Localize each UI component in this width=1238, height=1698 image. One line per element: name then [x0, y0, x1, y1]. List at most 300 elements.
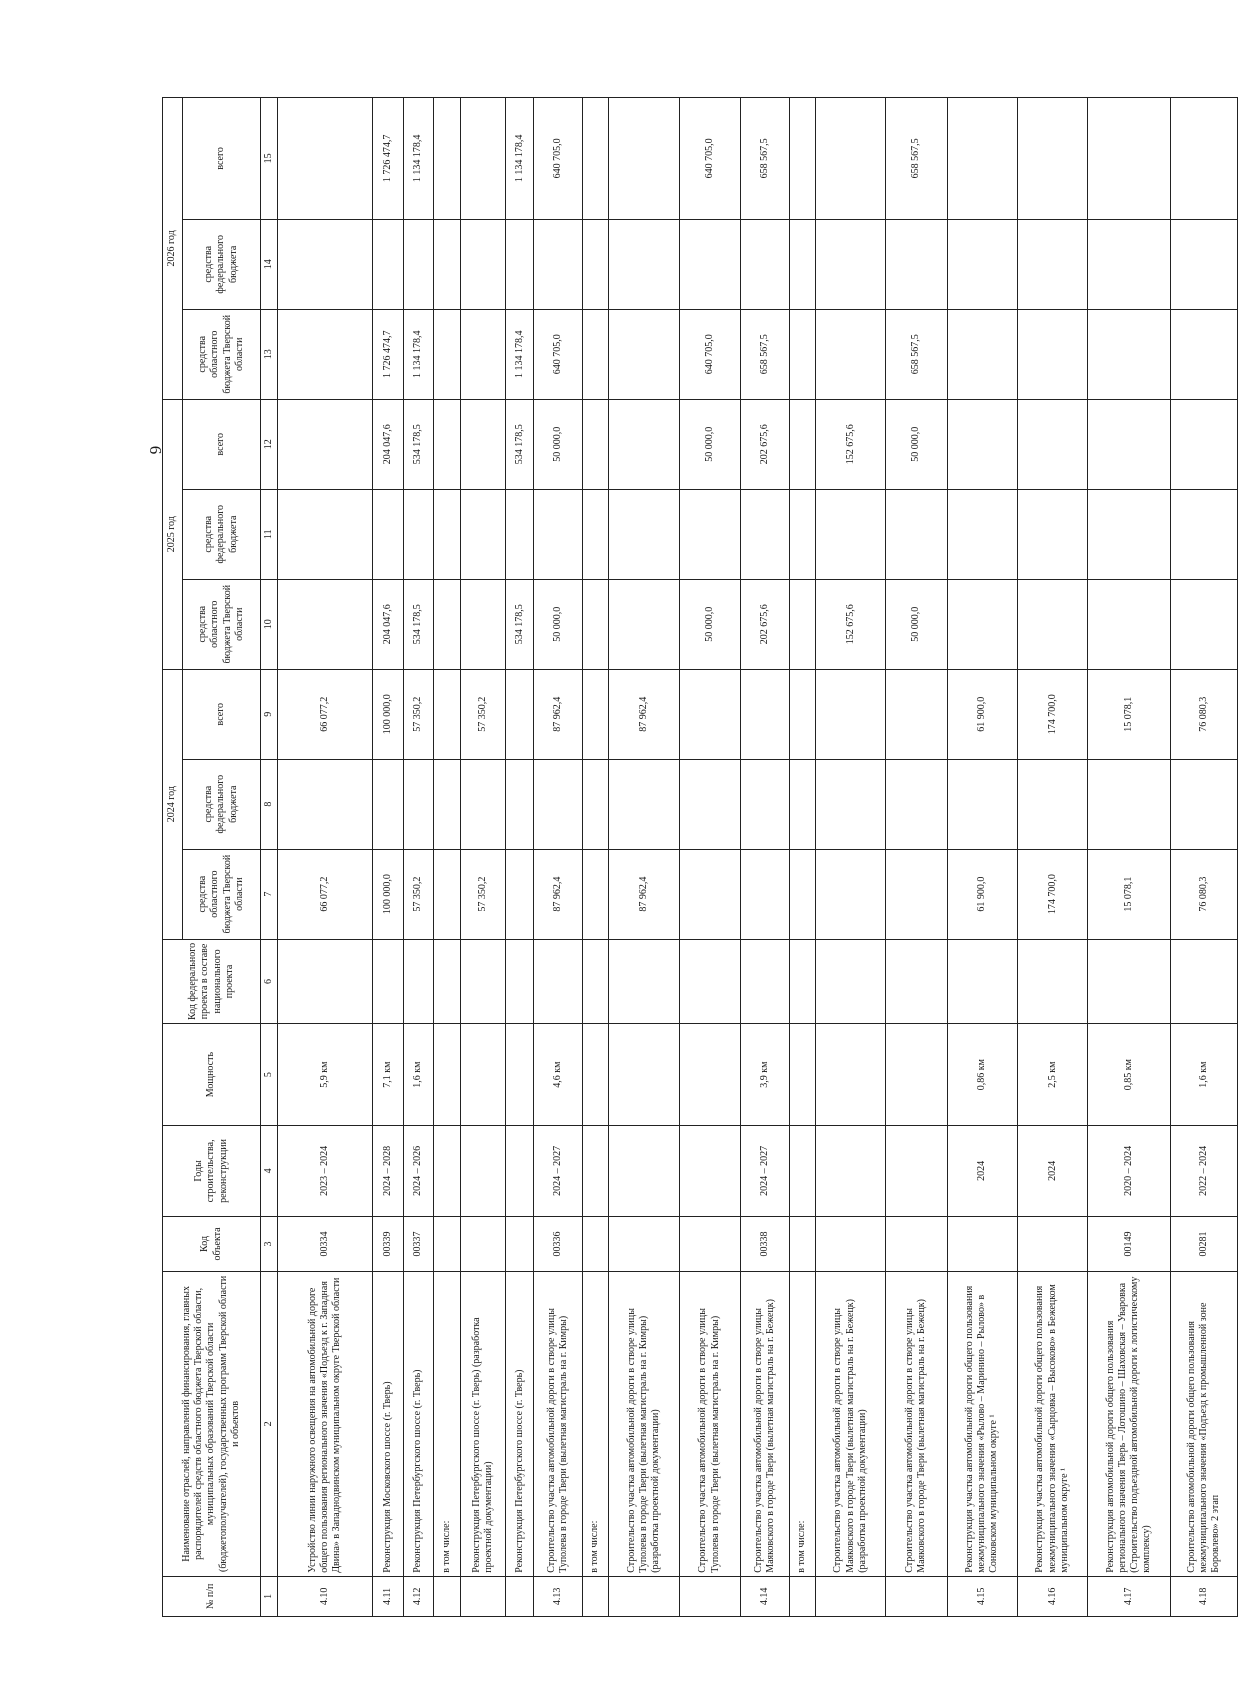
- row-amount: 87 962,4: [609, 849, 679, 939]
- row-capacity: [434, 1024, 460, 1126]
- row-amount: 658 567,5: [740, 98, 789, 220]
- budget-table: [162, 97, 1238, 1617]
- row-amount: [679, 759, 740, 849]
- col-number: 10: [261, 579, 278, 669]
- row-name: Устройство линии наружного освещения на автомобильной дороге общего пользования регионального значения «Подъезд к г. Западная Двина» в Западнодвинском муниципальном округе Тверской области: [278, 1271, 373, 1576]
- row-number: [679, 1576, 740, 1616]
- row-amount: [789, 849, 815, 939]
- row-object-code: 00149: [1088, 1216, 1170, 1271]
- row-amount: 1 726 474,7: [373, 98, 404, 220]
- row-amount: [1017, 579, 1087, 669]
- row-amount: 658 567,5: [740, 309, 789, 399]
- table-row: [506, 98, 534, 1617]
- row-amount: [789, 98, 815, 220]
- row-federal-project-code: [434, 939, 460, 1024]
- row-amount: [460, 579, 506, 669]
- row-object-code: [506, 1216, 534, 1271]
- row-amount: [740, 759, 789, 849]
- row-federal-project-code: [816, 939, 886, 1024]
- row-amount: 534 178,5: [506, 579, 534, 669]
- row-name: Реконструкция автомобильной дороги общего пользования регионального значения Тверь – Лотошино – Шаховская – Уваровка (Строительство подъездной автомобильной дороги к логистическому комплексу): [1088, 1271, 1170, 1576]
- sub-total-2024: всего: [183, 669, 261, 759]
- row-amount: [582, 399, 608, 489]
- row-amount: [434, 669, 460, 759]
- row-amount: 174 700,0: [1017, 849, 1087, 939]
- row-amount: 534 178,5: [506, 399, 534, 489]
- row-amount: [403, 489, 434, 579]
- row-amount: [609, 489, 679, 579]
- row-amount: 87 962,4: [533, 849, 582, 939]
- row-amount: [1088, 309, 1170, 399]
- row-object-code: [1017, 1216, 1087, 1271]
- row-amount: [434, 489, 460, 579]
- row-amount: [460, 489, 506, 579]
- row-years: 2022 – 2024: [1170, 1125, 1237, 1216]
- row-number: [460, 1576, 506, 1616]
- table-body: [278, 98, 1238, 1617]
- row-amount: [789, 489, 815, 579]
- row-amount: [434, 399, 460, 489]
- row-amount: [1017, 219, 1087, 309]
- row-amount: [1170, 219, 1237, 309]
- row-amount: 87 962,4: [609, 669, 679, 759]
- row-federal-project-code: [506, 939, 534, 1024]
- row-object-code: [679, 1216, 740, 1271]
- row-capacity: 0,85 км: [1088, 1024, 1170, 1126]
- header-capacity: Мощность: [163, 1024, 261, 1126]
- row-amount: [886, 849, 947, 939]
- row-amount: [740, 219, 789, 309]
- row-years: 2024: [947, 1125, 1017, 1216]
- row-capacity: 5,9 км: [278, 1024, 373, 1126]
- row-amount: 204 047,6: [373, 399, 404, 489]
- table-row: [789, 98, 815, 1617]
- row-federal-project-code: [1088, 939, 1170, 1024]
- table-row: [1170, 98, 1237, 1617]
- row-amount: 50 000,0: [533, 399, 582, 489]
- row-amount: [679, 669, 740, 759]
- row-amount: [816, 489, 886, 579]
- row-amount: [789, 669, 815, 759]
- row-amount: [816, 219, 886, 309]
- row-federal-project-code: [609, 939, 679, 1024]
- row-capacity: [789, 1024, 815, 1126]
- row-amount: [740, 669, 789, 759]
- header-name: Наименование отраслей, направлений финансирования, главных распорядителей средств областного бюджета Тверской области, муниципальных образований Тверской области (бюджетополучателей), государственных программ Тверской области и объектов: [163, 1271, 261, 1576]
- row-capacity: [506, 1024, 534, 1126]
- row-years: 2024 – 2026: [403, 1125, 434, 1216]
- row-amount: [609, 309, 679, 399]
- row-amount: [679, 219, 740, 309]
- row-years: 2024 – 2027: [740, 1125, 789, 1216]
- row-amount: [947, 759, 1017, 849]
- row-amount: [816, 309, 886, 399]
- row-amount: [533, 489, 582, 579]
- row-amount: 658 567,5: [886, 98, 947, 220]
- table-row: [460, 98, 506, 1617]
- row-amount: [947, 579, 1017, 669]
- sub-federal-2024: средства федерального бюджета: [183, 759, 261, 849]
- row-amount: 534 178,5: [403, 579, 434, 669]
- row-amount: 534 178,5: [403, 399, 434, 489]
- row-years: [609, 1125, 679, 1216]
- table-row: [373, 98, 404, 1617]
- row-name: Строительство участка автомобильной дороги в створе улицы Маяковского в городе Твери (вылетная магистраль на г. Бежецк): [740, 1271, 789, 1576]
- row-name: Строительство участка автомобильной дороги в створе улицы Туполева в городе Твери (вылетная магистраль на г. Кимры): [533, 1271, 582, 1576]
- row-object-code: 00336: [533, 1216, 582, 1271]
- column-numbers-row: [261, 98, 278, 1617]
- row-years: [460, 1125, 506, 1216]
- row-amount: [789, 759, 815, 849]
- table-row: [582, 98, 608, 1617]
- row-amount: [582, 489, 608, 579]
- row-amount: [434, 309, 460, 399]
- row-object-code: [886, 1216, 947, 1271]
- row-amount: [947, 489, 1017, 579]
- row-amount: 15 078,1: [1088, 669, 1170, 759]
- row-capacity: 4,6 км: [533, 1024, 582, 1126]
- row-amount: 202 675,6: [740, 579, 789, 669]
- row-amount: [582, 219, 608, 309]
- row-amount: [506, 489, 534, 579]
- row-number: 4.18: [1170, 1576, 1237, 1616]
- row-amount: 202 675,6: [740, 399, 789, 489]
- row-object-code: 00339: [373, 1216, 404, 1271]
- row-amount: [278, 759, 373, 849]
- row-years: [886, 1125, 947, 1216]
- row-number: [506, 1576, 534, 1616]
- row-amount: [1170, 759, 1237, 849]
- row-amount: [740, 489, 789, 579]
- row-capacity: [460, 1024, 506, 1126]
- row-capacity: 7,1 км: [373, 1024, 404, 1126]
- row-amount: 50 000,0: [533, 579, 582, 669]
- col-number: 1: [261, 1576, 278, 1616]
- row-number: [434, 1576, 460, 1616]
- row-amount: 174 700,0: [1017, 669, 1087, 759]
- row-amount: 1 134 178,4: [403, 98, 434, 220]
- row-number: 4.16: [1017, 1576, 1087, 1616]
- row-amount: [609, 579, 679, 669]
- row-amount: [886, 669, 947, 759]
- row-object-code: [947, 1216, 1017, 1271]
- row-amount: [789, 579, 815, 669]
- row-amount: [609, 98, 679, 220]
- row-amount: [1017, 489, 1087, 579]
- row-amount: 57 350,2: [403, 669, 434, 759]
- row-amount: 100 000,0: [373, 849, 404, 939]
- row-amount: [460, 309, 506, 399]
- row-amount: [403, 759, 434, 849]
- table-row: [679, 98, 740, 1617]
- row-number: [886, 1576, 947, 1616]
- row-federal-project-code: [582, 939, 608, 1024]
- header-fed-code: Код федерального проекта в составе национального проекта: [163, 939, 261, 1024]
- row-amount: 76 080,3: [1170, 849, 1237, 939]
- row-amount: [373, 489, 404, 579]
- row-amount: [609, 759, 679, 849]
- row-capacity: 1,6 км: [403, 1024, 434, 1126]
- row-federal-project-code: [278, 939, 373, 1024]
- row-amount: 658 567,5: [886, 309, 947, 399]
- row-name: Строительство участка автомобильной дороги в створе улицы Маяковского в городе Твери (вылетная магистраль на г. Бежецк) (разработка проектной документации): [816, 1271, 886, 1576]
- row-federal-project-code: [789, 939, 815, 1024]
- row-capacity: [582, 1024, 608, 1126]
- col-number: 15: [261, 98, 278, 220]
- sub-regional-2025: средства областного бюджета Тверской области: [183, 579, 261, 669]
- row-amount: [1088, 759, 1170, 849]
- row-amount: 57 350,2: [460, 669, 506, 759]
- row-name: в том числе:: [789, 1271, 815, 1576]
- col-number: 14: [261, 219, 278, 309]
- row-amount: [1170, 98, 1237, 220]
- row-number: 4.17: [1088, 1576, 1170, 1616]
- row-amount: 66 077,2: [278, 849, 373, 939]
- row-amount: [1088, 98, 1170, 220]
- row-object-code: [789, 1216, 815, 1271]
- row-amount: [1088, 219, 1170, 309]
- row-number: 4.15: [947, 1576, 1017, 1616]
- row-amount: 50 000,0: [886, 579, 947, 669]
- row-amount: [506, 669, 534, 759]
- row-number: [816, 1576, 886, 1616]
- row-amount: 1 134 178,4: [403, 309, 434, 399]
- row-amount: 61 900,0: [947, 849, 1017, 939]
- table-row: [609, 98, 679, 1617]
- table-row: [278, 98, 373, 1617]
- row-amount: 1 134 178,4: [506, 309, 534, 399]
- row-capacity: [679, 1024, 740, 1126]
- row-amount: 57 350,2: [460, 849, 506, 939]
- row-object-code: 00337: [403, 1216, 434, 1271]
- header-year-2024: 2024 год: [163, 669, 183, 939]
- row-amount: [506, 849, 534, 939]
- col-number: 3: [261, 1216, 278, 1271]
- header-years: Годы строительства, реконструкции: [163, 1125, 261, 1216]
- table-row: [886, 98, 947, 1617]
- row-amount: [816, 669, 886, 759]
- row-number: [609, 1576, 679, 1616]
- row-object-code: 00281: [1170, 1216, 1237, 1271]
- row-amount: [789, 399, 815, 489]
- row-amount: [886, 489, 947, 579]
- sub-total-2025: всего: [183, 399, 261, 489]
- row-number: [582, 1576, 608, 1616]
- row-amount: [434, 849, 460, 939]
- row-amount: 640 705,0: [679, 98, 740, 220]
- row-amount: [679, 849, 740, 939]
- row-amount: [533, 219, 582, 309]
- row-number: 4.14: [740, 1576, 789, 1616]
- row-object-code: 00338: [740, 1216, 789, 1271]
- row-name: Реконструкция Петербургского шоссе (г. Тверь): [403, 1271, 434, 1576]
- row-amount: [582, 98, 608, 220]
- row-amount: [1170, 309, 1237, 399]
- row-capacity: 0,86 км: [947, 1024, 1017, 1126]
- row-amount: [609, 399, 679, 489]
- row-capacity: 3,9 км: [740, 1024, 789, 1126]
- row-name: Реконструкция Петербургского шоссе (г. Тверь): [506, 1271, 534, 1576]
- row-object-code: [434, 1216, 460, 1271]
- row-federal-project-code: [740, 939, 789, 1024]
- row-years: 2024: [1017, 1125, 1087, 1216]
- col-number: 9: [261, 669, 278, 759]
- header-row-1: [163, 98, 183, 1617]
- row-amount: 1 726 474,7: [373, 309, 404, 399]
- budget-table-page: [162, 97, 1238, 1617]
- table-row: [816, 98, 886, 1617]
- row-name: в том числе:: [582, 1271, 608, 1576]
- row-amount: 50 000,0: [679, 579, 740, 669]
- row-amount: [533, 759, 582, 849]
- header-year-2025: 2025 год: [163, 399, 183, 669]
- row-amount: [403, 219, 434, 309]
- row-amount: [434, 579, 460, 669]
- row-amount: 1 134 178,4: [506, 98, 534, 220]
- table-row: [740, 98, 789, 1617]
- row-name: Реконструкция Петербургского шоссе (г. Тверь) (разработка проектной документации): [460, 1271, 506, 1576]
- row-amount: [460, 759, 506, 849]
- row-amount: [947, 399, 1017, 489]
- col-number: 12: [261, 399, 278, 489]
- row-amount: 640 705,0: [533, 309, 582, 399]
- row-name: Строительство участка автомобильной дороги в створе улицы Туполева в городе Твери (вылетная магистраль на г. Кимры): [679, 1271, 740, 1576]
- col-number: 13: [261, 309, 278, 399]
- row-capacity: [609, 1024, 679, 1126]
- row-name: Строительство участка автомобильной дороги в створе улицы Туполева в городе Твери (вылетная магистраль на г. Кимры) (разработка проектной документации): [609, 1271, 679, 1576]
- row-amount: 15 078,1: [1088, 849, 1170, 939]
- row-amount: [947, 309, 1017, 399]
- table-row: [533, 98, 582, 1617]
- row-amount: [278, 489, 373, 579]
- col-number: 5: [261, 1024, 278, 1126]
- col-number: 2: [261, 1271, 278, 1576]
- row-amount: [1017, 759, 1087, 849]
- row-amount: [1170, 489, 1237, 579]
- row-number: 4.12: [403, 1576, 434, 1616]
- row-federal-project-code: [460, 939, 506, 1024]
- header-year-2026: 2026 год: [163, 98, 183, 400]
- row-amount: [278, 98, 373, 220]
- row-amount: [506, 219, 534, 309]
- row-years: [506, 1125, 534, 1216]
- row-name: Реконструкция Московского шоссе (г. Тверь): [373, 1271, 404, 1576]
- row-amount: [1017, 98, 1087, 220]
- row-amount: [278, 579, 373, 669]
- row-object-code: 00334: [278, 1216, 373, 1271]
- row-capacity: [886, 1024, 947, 1126]
- row-amount: [582, 759, 608, 849]
- row-amount: [886, 759, 947, 849]
- row-amount: [1017, 399, 1087, 489]
- sub-total-2026: всего: [183, 98, 261, 220]
- row-object-code: [582, 1216, 608, 1271]
- row-amount: [740, 849, 789, 939]
- row-amount: 50 000,0: [679, 399, 740, 489]
- table-row: [434, 98, 460, 1617]
- row-amount: [1170, 579, 1237, 669]
- row-amount: [434, 219, 460, 309]
- row-amount: [373, 759, 404, 849]
- row-amount: [278, 309, 373, 399]
- row-name: Реконструкция участка автомобильной дороги общего пользования межмуниципального значения «Сырцовка – Высоково» в Бежецком муниципальном округе ¹: [1017, 1271, 1087, 1576]
- row-amount: [460, 98, 506, 220]
- row-name: в том числе:: [434, 1271, 460, 1576]
- header-num: № п/п: [163, 1576, 261, 1616]
- col-number: 11: [261, 489, 278, 579]
- row-federal-project-code: [886, 939, 947, 1024]
- row-years: [816, 1125, 886, 1216]
- row-amount: [1170, 399, 1237, 489]
- row-amount: 152 675,6: [816, 579, 886, 669]
- table-row: [1088, 98, 1170, 1617]
- table-row: [1017, 98, 1087, 1617]
- row-number: [789, 1576, 815, 1616]
- row-name: Строительство автомобильной дороги общего пользования межмуниципального значения «Подъезд к промышленной зоне Боровлево» 2 этап: [1170, 1271, 1237, 1576]
- row-federal-project-code: [1017, 939, 1087, 1024]
- col-number: 4: [261, 1125, 278, 1216]
- row-federal-project-code: [373, 939, 404, 1024]
- row-name: Реконструкция участка автомобильной дороги общего пользования межмуниципального значения «Рылово – Маринино – Рылово» в Сонковском муниципальном округе ¹: [947, 1271, 1017, 1576]
- row-number: 4.13: [533, 1576, 582, 1616]
- row-amount: [460, 399, 506, 489]
- row-number: 4.10: [278, 1576, 373, 1616]
- row-amount: [679, 489, 740, 579]
- row-amount: [582, 849, 608, 939]
- table-row: [403, 98, 434, 1617]
- sub-federal-2026: средства федерального бюджета: [183, 219, 261, 309]
- row-federal-project-code: [1170, 939, 1237, 1024]
- row-amount: [278, 399, 373, 489]
- row-amount: [582, 669, 608, 759]
- row-amount: 66 077,2: [278, 669, 373, 759]
- row-amount: [506, 759, 534, 849]
- row-amount: [816, 759, 886, 849]
- row-capacity: 2,5 км: [1017, 1024, 1087, 1126]
- row-amount: [373, 219, 404, 309]
- row-amount: 640 705,0: [679, 309, 740, 399]
- row-years: 2024 – 2027: [533, 1125, 582, 1216]
- row-federal-project-code: [679, 939, 740, 1024]
- row-amount: [434, 98, 460, 220]
- row-federal-project-code: [947, 939, 1017, 1024]
- row-capacity: [816, 1024, 886, 1126]
- row-amount: 152 675,6: [816, 399, 886, 489]
- row-object-code: [816, 1216, 886, 1271]
- row-amount: 61 900,0: [947, 669, 1017, 759]
- row-amount: [460, 219, 506, 309]
- row-amount: [789, 309, 815, 399]
- row-amount: [1088, 399, 1170, 489]
- row-amount: [582, 309, 608, 399]
- row-federal-project-code: [403, 939, 434, 1024]
- row-years: [679, 1125, 740, 1216]
- row-years: 2024 – 2028: [373, 1125, 404, 1216]
- row-amount: 87 962,4: [533, 669, 582, 759]
- row-amount: 640 705,0: [533, 98, 582, 220]
- row-amount: 76 080,3: [1170, 669, 1237, 759]
- header-code: Код объекта: [163, 1216, 261, 1271]
- row-amount: 57 350,2: [403, 849, 434, 939]
- col-number: 7: [261, 849, 278, 939]
- row-years: 2020 – 2024: [1088, 1125, 1170, 1216]
- row-amount: [1017, 309, 1087, 399]
- row-years: 2023 – 2024: [278, 1125, 373, 1216]
- row-amount: [1088, 489, 1170, 579]
- row-federal-project-code: [533, 939, 582, 1024]
- row-amount: [1088, 579, 1170, 669]
- col-number: 8: [261, 759, 278, 849]
